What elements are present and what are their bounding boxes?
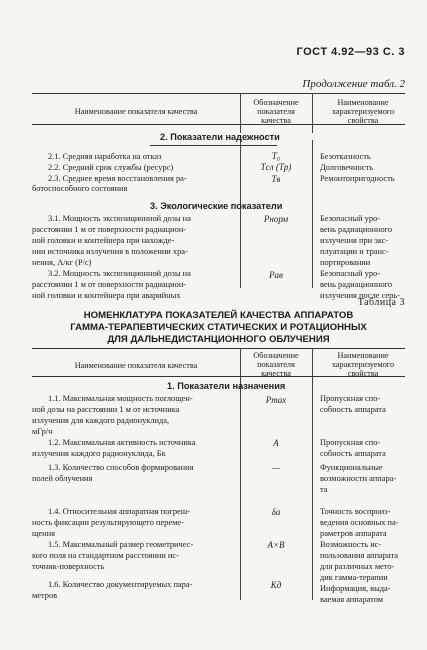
row-1-3-property-line: та (320, 485, 328, 494)
row-1-6-property-line: ваемая аппаратом (320, 595, 384, 604)
table3-header-property: Наименование характеризуемого свойства (331, 351, 395, 378)
table3-label: Таблица 3 (357, 297, 405, 308)
row-1-3-property-line: Функциональные (320, 463, 383, 472)
row-3-1-line: нения, А/кг (Р/с) (32, 258, 92, 267)
table2-top-rule (32, 93, 405, 94)
row-1-3-line: 1.3. Количество способов формирования (48, 463, 194, 472)
row-1-2-property-line: собность аппарата (320, 449, 386, 458)
row-3-1-line: 3.1. Мощность экспозиционной дозы на (48, 214, 191, 223)
row-3-2-line: 3.2. Мощность экспозиционной дозы на (48, 269, 191, 278)
row-1-2-symbol: A (273, 438, 279, 448)
table2-body-divider-2 (312, 140, 313, 288)
row-1-2-line: излучения каждого радионуклида, Бк (32, 449, 166, 458)
row-3-1-property-line: вень радиационного (320, 225, 393, 234)
table2-header-symbol: Обозначение показателя качества (253, 98, 299, 125)
row-1-3-property-line: возможности аппара- (320, 474, 397, 483)
table2-header-name: Наименование показателя качества (74, 107, 198, 116)
row-1-5-line: кого поля на стандартном расстоянии ис- (32, 551, 179, 560)
row-1-6-symbol: Kд (270, 580, 282, 590)
row-1-2-property-line: Пропускная спо- (320, 438, 381, 447)
table3-top-rule (32, 348, 405, 349)
row-2-1-symbol: T₀ (271, 151, 281, 161)
row-1-5-line: 1.5. Максимальный размер геометричес- (48, 540, 194, 549)
table3-title-line: НОМЕНКЛАТУРА ПОКАЗАТЕЛЕЙ КАЧЕСТВА АППАРАТОВ (83, 310, 354, 321)
row-1-3-line: полей облучения (32, 474, 93, 483)
section-reliability-heading: 2. Показатели надежности (160, 132, 280, 142)
row-3-2-line: ной головки и контейнера при аварийных (32, 291, 181, 300)
row-2-3-name-cont: ботоспособного состояния (32, 184, 128, 193)
table3-header-symbol: Обозначение показателя качества (253, 351, 299, 378)
row-2-1-name: 2.1. Средняя наработка на отказ (48, 152, 162, 161)
table3-header-rule (32, 376, 405, 377)
row-1-5-property-line: Возможность ис- (320, 540, 382, 549)
row-1-3-symbol: — (271, 463, 280, 473)
table2-header-rule (32, 124, 405, 125)
row-3-2-property-line: Безопасный уро- (320, 269, 381, 278)
row-3-1-property-line: излучения при экс- (320, 236, 389, 245)
row-3-1-line: ной головки и контейнера при нахожде- (32, 236, 175, 245)
row-1-5-property-line: пользования аппарата (320, 551, 398, 560)
table3-col-divider-2 (312, 348, 313, 600)
table3-title-line: ДЛЯ ДАЛЬНЕДИСТАНЦИОННОГО ОБЛУЧЕНИЯ (107, 334, 330, 345)
row-3-1-line: расстоянии 1 м от поверхности радиацион- (32, 225, 187, 234)
row-3-2-property-line: вень радиационного (320, 280, 393, 289)
table3-header-name: Наименование показателя качества (74, 361, 198, 370)
row-1-1-line: мГр/ч (32, 427, 53, 436)
row-2-3-name: 2.3. Среднее время восстановления ра- (48, 174, 187, 183)
row-1-4-property-line: ведения основных па- (320, 518, 399, 527)
row-1-1-line: ной дозы на расстоянии 1 м от источника (32, 405, 180, 414)
row-3-1-property-line: плуатации и транс- (320, 247, 389, 256)
section-reliability-underline (150, 145, 277, 146)
row-1-6-line: 1.6. Количество документируемых пара- (48, 580, 193, 589)
table2-header-property: Наименование характеризуемого свойства (331, 98, 395, 125)
row-3-2-property-line: излучения после серь- (320, 291, 400, 300)
section-purpose-heading: 1. Показатели назначения (167, 381, 286, 391)
row-1-2-line: 1.2. Максимальная активность источника (48, 438, 196, 447)
row-1-4-line: ность фиксации результирующего переме- (32, 518, 184, 527)
row-1-1-property-line: Пропускная спо- (320, 394, 381, 403)
row-1-1-property-line: собность аппарата (320, 405, 386, 414)
row-1-1-line: излучения для каждого радионуклида, (32, 416, 170, 425)
table2-col-divider-1 (240, 93, 241, 133)
page-header: ГОСТ 4.92—93 С. 3 (296, 46, 405, 58)
row-1-5-property-line: для различных мето- (320, 562, 395, 571)
row-2-2-symbol: Tсл (Tр) (260, 162, 292, 172)
row-1-1-line: 1.1. Максимальная мощность поглощен- (48, 394, 193, 403)
row-1-4-symbol: δа (271, 507, 281, 517)
row-1-4-line: щения (32, 529, 55, 538)
row-2-3-symbol: Tв (271, 174, 281, 184)
row-3-1-property-line: портировании (320, 258, 371, 267)
row-1-4-property-line: раметров аппарата (320, 529, 387, 538)
row-1-5-property-line: дик гамма-терапии (320, 573, 388, 582)
table2-col-divider-2 (312, 93, 313, 133)
row-3-2-line: расстоянии 1 м от поверхности радиацион- (32, 280, 187, 289)
row-1-6-line: метров (32, 591, 58, 600)
row-2-1-property: Безотказность (320, 152, 371, 161)
table-continuation-label: Продолжение табл. 2 (302, 78, 405, 90)
section-ecology-heading: 3. Экологические показатели (150, 201, 283, 211)
row-2-3-property: Ремонтопригодность (320, 174, 395, 183)
row-1-1-symbol: Pmax (265, 395, 287, 405)
row-3-1-symbol: Pнорм (263, 214, 289, 224)
row-3-2-symbol: Pав (269, 270, 283, 280)
row-1-5-line: точник-поверхность (32, 562, 105, 571)
row-2-2-property: Долговечность (320, 163, 374, 172)
row-1-4-property-line: Точность воспроиз- (320, 507, 391, 516)
row-3-1-property-line: Безопасный уро- (320, 214, 381, 223)
row-1-5-symbol: A×B (267, 540, 285, 550)
row-1-6-property-line: Информация, выда- (320, 584, 391, 593)
row-3-1-line: нии источника излучения в положении хра- (32, 247, 188, 256)
row-2-2-name: 2.2. Средний срок службы (ресурс) (48, 163, 174, 172)
row-1-4-line: 1.4. Относительная аппаратная погреш- (48, 507, 190, 516)
table3-title-line: ГАММА-ТЕРАПЕВТИЧЕСКИХ СТАТИЧЕСКИХ И РОТАЦИОННЫХ (70, 322, 367, 333)
